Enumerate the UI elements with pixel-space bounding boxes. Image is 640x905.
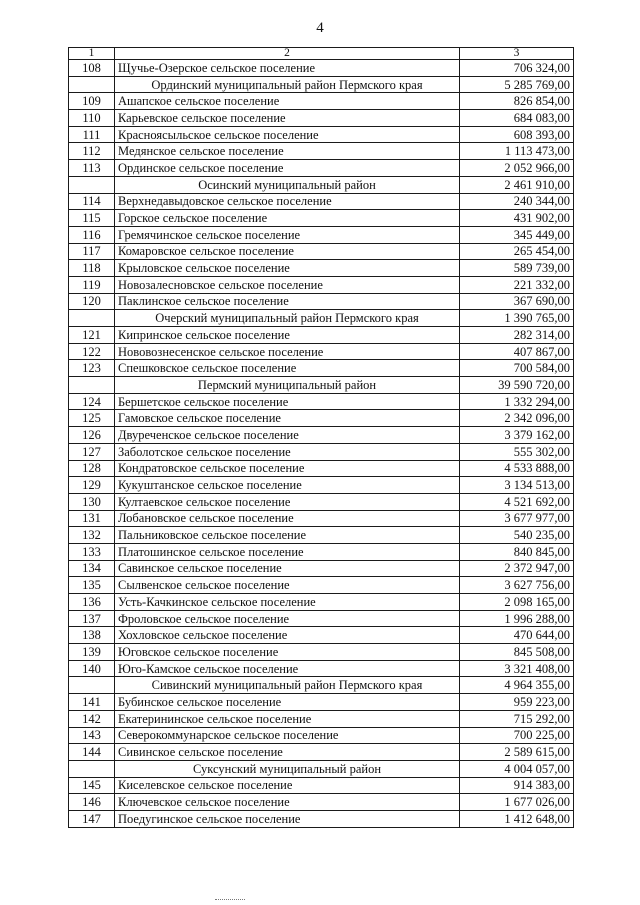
settlement-name: Култаевское сельское поселение	[115, 493, 460, 510]
settlement-name: Северокоммунарское сельское поселение	[115, 727, 460, 744]
settlement-name: Хохловское сельское поселение	[115, 627, 460, 644]
row-number: 129	[69, 477, 115, 494]
district-name: Пермский муниципальный район	[115, 377, 460, 394]
settlement-row	[69, 477, 574, 494]
settlement-name: Верхнедавыдовское сельское поселение	[115, 193, 460, 210]
settlement-row	[69, 460, 574, 477]
settlement-row	[69, 260, 574, 277]
row-number	[69, 677, 115, 694]
settlement-row	[69, 110, 574, 127]
amount-value: 431 902,00	[460, 210, 574, 227]
amount-value: 5 285 769,00	[460, 76, 574, 93]
row-number: 120	[69, 293, 115, 310]
district-row	[69, 176, 574, 193]
amount-value: 3 677 977,00	[460, 510, 574, 527]
amount-value: 608 393,00	[460, 126, 574, 143]
amount-value: 589 739,00	[460, 260, 574, 277]
settlement-row	[69, 410, 574, 427]
amount-value: 407 867,00	[460, 343, 574, 360]
amount-value: 845 508,00	[460, 644, 574, 661]
row-number: 122	[69, 343, 115, 360]
row-number	[69, 310, 115, 327]
settlement-row	[69, 727, 574, 744]
row-number: 137	[69, 610, 115, 627]
amount-value: 2 461 910,00	[460, 176, 574, 193]
district-row	[69, 76, 574, 93]
district-row	[69, 677, 574, 694]
amount-value: 540 235,00	[460, 527, 574, 544]
amount-value: 840 845,00	[460, 543, 574, 560]
row-number	[69, 377, 115, 394]
amount-value: 282 314,00	[460, 327, 574, 344]
amount-value: 700 225,00	[460, 727, 574, 744]
amount-value: 3 379 162,00	[460, 427, 574, 444]
settlement-name: Двуреченское сельское поселение	[115, 427, 460, 444]
settlement-row	[69, 93, 574, 110]
row-number: 142	[69, 710, 115, 727]
settlement-name: Юго-Камское сельское поселение	[115, 660, 460, 677]
settlement-row	[69, 777, 574, 794]
district-name: Суксунский муниципальный район	[115, 760, 460, 777]
settlement-name: Ординское сельское поселение	[115, 160, 460, 177]
settlement-row	[69, 293, 574, 310]
settlement-row	[69, 560, 574, 577]
settlement-name: Юговское сельское поселение	[115, 644, 460, 661]
amount-value: 684 083,00	[460, 110, 574, 127]
settlement-name: Кукуштанское сельское поселение	[115, 477, 460, 494]
settlement-name: Усть-Качкинское сельское поселение	[115, 594, 460, 611]
row-number: 131	[69, 510, 115, 527]
row-number: 136	[69, 594, 115, 611]
district-row	[69, 760, 574, 777]
amount-value: 2 342 096,00	[460, 410, 574, 427]
row-number: 108	[69, 60, 115, 77]
settlement-name: Заболотское сельское поселение	[115, 443, 460, 460]
row-number: 119	[69, 276, 115, 293]
settlement-name: Сивинское сельское поселение	[115, 744, 460, 761]
amount-value: 1 996 288,00	[460, 610, 574, 627]
row-number: 128	[69, 460, 115, 477]
settlement-name: Платошинское сельское поселение	[115, 543, 460, 560]
settlement-name: Кипринское сельское поселение	[115, 327, 460, 344]
settlement-row	[69, 327, 574, 344]
settlement-name: Ключевское сельское поселение	[115, 794, 460, 811]
amount-value: 715 292,00	[460, 710, 574, 727]
amount-value: 826 854,00	[460, 93, 574, 110]
amount-value: 959 223,00	[460, 694, 574, 711]
row-number: 123	[69, 360, 115, 377]
amount-value: 706 324,00	[460, 60, 574, 77]
settlement-name: Бубинское сельское поселение	[115, 694, 460, 711]
settlement-name: Щучье-Озерское сельское поселение	[115, 60, 460, 77]
settlement-name: Карьевское сельское поселение	[115, 110, 460, 127]
amount-value: 470 644,00	[460, 627, 574, 644]
amount-value: 1 113 473,00	[460, 143, 574, 160]
amount-value: 3 627 756,00	[460, 577, 574, 594]
row-number: 117	[69, 243, 115, 260]
amount-value: 555 302,00	[460, 443, 574, 460]
settlement-row	[69, 610, 574, 627]
row-number: 109	[69, 93, 115, 110]
settlement-name: Савинское сельское поселение	[115, 560, 460, 577]
settlement-name: Горское сельское поселение	[115, 210, 460, 227]
row-number: 135	[69, 577, 115, 594]
settlement-name: Медянское сельское поселение	[115, 143, 460, 160]
settlement-row	[69, 543, 574, 560]
amount-value: 2 372 947,00	[460, 560, 574, 577]
settlement-row	[69, 126, 574, 143]
settlement-name: Красноясыльское сельское поселение	[115, 126, 460, 143]
settlement-row	[69, 143, 574, 160]
row-number: 134	[69, 560, 115, 577]
settlement-name: Комаровское сельское поселение	[115, 243, 460, 260]
row-number: 130	[69, 493, 115, 510]
row-number: 113	[69, 160, 115, 177]
table-body	[69, 60, 574, 828]
settlement-row	[69, 276, 574, 293]
settlement-row	[69, 510, 574, 527]
settlement-row	[69, 710, 574, 727]
settlement-name: Кондратовское сельское поселение	[115, 460, 460, 477]
row-number: 114	[69, 193, 115, 210]
page-number: 4	[316, 20, 324, 36]
row-number: 146	[69, 794, 115, 811]
settlement-row	[69, 694, 574, 711]
settlement-row	[69, 627, 574, 644]
row-number: 124	[69, 393, 115, 410]
amount-value: 265 454,00	[460, 243, 574, 260]
amount-value: 1 332 294,00	[460, 393, 574, 410]
row-number: 118	[69, 260, 115, 277]
amount-value: 4 004 057,00	[460, 760, 574, 777]
row-number: 121	[69, 327, 115, 344]
row-number: 115	[69, 210, 115, 227]
row-number: 140	[69, 660, 115, 677]
settlement-row	[69, 193, 574, 210]
settlement-row	[69, 660, 574, 677]
amount-value: 367 690,00	[460, 293, 574, 310]
settlement-name: Нововознесенское сельское поселение	[115, 343, 460, 360]
row-number: 112	[69, 143, 115, 160]
row-number: 116	[69, 226, 115, 243]
row-number: 147	[69, 810, 115, 827]
settlement-row	[69, 810, 574, 827]
settlement-row	[69, 577, 574, 594]
settlement-row	[69, 343, 574, 360]
amount-value: 221 332,00	[460, 276, 574, 293]
settlement-name: Екатерининское сельское поселение	[115, 710, 460, 727]
settlement-row	[69, 443, 574, 460]
settlement-row	[69, 160, 574, 177]
settlement-row	[69, 60, 574, 77]
row-number	[69, 760, 115, 777]
amount-value: 3 134 513,00	[460, 477, 574, 494]
settlement-name: Паклинское сельское поселение	[115, 293, 460, 310]
amount-value: 4 533 888,00	[460, 460, 574, 477]
district-row	[69, 310, 574, 327]
column-header-number: 1	[69, 48, 115, 60]
amount-value: 1 390 765,00	[460, 310, 574, 327]
settlement-row	[69, 210, 574, 227]
settlement-name: Поедугинское сельское поселение	[115, 810, 460, 827]
settlement-row	[69, 393, 574, 410]
row-number: 127	[69, 443, 115, 460]
settlement-name: Крыловское сельское поселение	[115, 260, 460, 277]
row-number: 133	[69, 543, 115, 560]
header-row	[69, 48, 574, 60]
settlement-row	[69, 594, 574, 611]
amount-value: 1 677 026,00	[460, 794, 574, 811]
footer-mark	[215, 899, 245, 902]
amount-value: 2 052 966,00	[460, 160, 574, 177]
settlement-name: Спешковское сельское поселение	[115, 360, 460, 377]
settlement-name: Лобановское сельское поселение	[115, 510, 460, 527]
settlement-name: Сылвенское сельское поселение	[115, 577, 460, 594]
settlement-row	[69, 527, 574, 544]
amount-value: 700 584,00	[460, 360, 574, 377]
district-name: Осинский муниципальный район	[115, 176, 460, 193]
row-number: 111	[69, 126, 115, 143]
settlement-row	[69, 243, 574, 260]
row-number	[69, 176, 115, 193]
settlement-row	[69, 493, 574, 510]
amount-value: 240 344,00	[460, 193, 574, 210]
column-header-name: 2	[115, 48, 460, 60]
settlement-row	[69, 226, 574, 243]
amount-value: 4 521 692,00	[460, 493, 574, 510]
settlement-name: Новозалесновское сельское поселение	[115, 276, 460, 293]
settlement-name: Бершетское сельское поселение	[115, 393, 460, 410]
row-number: 144	[69, 744, 115, 761]
district-name: Ординский муниципальный район Пермского края	[115, 76, 460, 93]
row-number: 143	[69, 727, 115, 744]
settlement-name: Киселевское сельское поселение	[115, 777, 460, 794]
settlement-row	[69, 744, 574, 761]
amount-value: 914 383,00	[460, 777, 574, 794]
settlement-name: Пальниковское сельское поселение	[115, 527, 460, 544]
row-number: 138	[69, 627, 115, 644]
row-number: 141	[69, 694, 115, 711]
amount-value: 2 589 615,00	[460, 744, 574, 761]
row-number: 110	[69, 110, 115, 127]
budget-table	[68, 47, 574, 828]
column-header-amount: 3	[460, 48, 574, 60]
row-number: 126	[69, 427, 115, 444]
amount-value: 345 449,00	[460, 226, 574, 243]
settlement-row	[69, 427, 574, 444]
settlement-row	[69, 360, 574, 377]
amount-value: 3 321 408,00	[460, 660, 574, 677]
settlement-row	[69, 794, 574, 811]
amount-value: 2 098 165,00	[460, 594, 574, 611]
amount-value: 39 590 720,00	[460, 377, 574, 394]
row-number: 132	[69, 527, 115, 544]
settlement-name: Гамовское сельское поселение	[115, 410, 460, 427]
amount-value: 4 964 355,00	[460, 677, 574, 694]
settlement-name: Фроловское сельское поселение	[115, 610, 460, 627]
amount-value: 1 412 648,00	[460, 810, 574, 827]
row-number: 125	[69, 410, 115, 427]
row-number	[69, 76, 115, 93]
settlement-name: Ашапское сельское поселение	[115, 93, 460, 110]
district-name: Очерский муниципальный район Пермского края	[115, 310, 460, 327]
row-number: 145	[69, 777, 115, 794]
settlement-name: Гремячинское сельское поселение	[115, 226, 460, 243]
district-name: Сивинский муниципальный район Пермского края	[115, 677, 460, 694]
district-row	[69, 377, 574, 394]
settlement-row	[69, 644, 574, 661]
row-number: 139	[69, 644, 115, 661]
